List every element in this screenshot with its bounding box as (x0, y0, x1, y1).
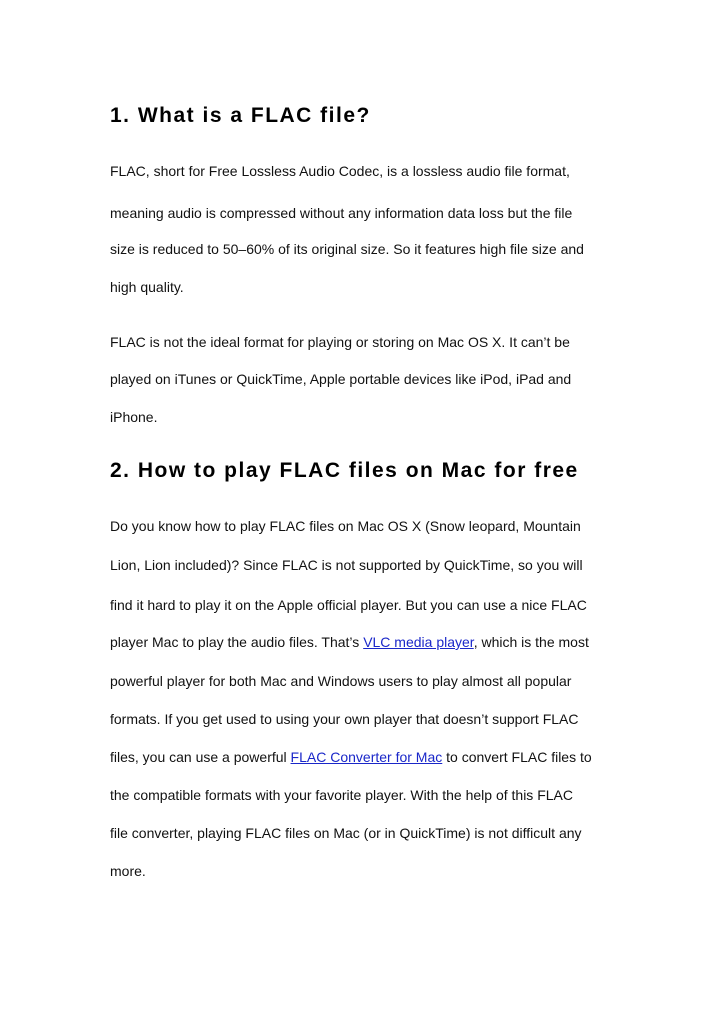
paragraph-line-with-link (110, 748, 592, 766)
paragraph-line: the compatible formats with your favorite player. With the help of this FLAC (110, 787, 573, 803)
flac-converter-link[interactable]: FLAC Converter for Mac (290, 749, 443, 765)
paragraph-line: powerful player for both Mac and Windows users to play almost all popular (110, 673, 572, 689)
paragraph-line: played on iTunes or QuickTime, Apple portable devices like iPod, iPad and (110, 371, 572, 387)
paragraph-line: iPhone. (110, 409, 158, 425)
paragraph-line: formats. If you get used to using your own player that doesn’t support FLAC (110, 711, 579, 727)
section-heading-what-is-flac: 1. What is a FLAC file? (110, 104, 371, 127)
paragraph-line: meaning audio is compressed without any information data loss but the file (110, 205, 573, 221)
paragraph-line: file converter, playing FLAC files on Mac (or in QuickTime) is not difficult any (110, 825, 582, 841)
paragraph-line: FLAC, short for Free Lossless Audio Codec, is a lossless audio file format, (110, 163, 570, 179)
text-segment: to convert FLAC files to (442, 749, 592, 765)
text-segment: files, you can use a powerful (110, 749, 291, 765)
paragraph-line: Do you know how to play FLAC files on Mac OS X (Snow leopard, Mountain (110, 518, 581, 534)
text-segment: player Mac to play the audio files. That’s (110, 634, 364, 650)
paragraph-line: Lion, Lion included)? Since FLAC is not supported by QuickTime, so you will (110, 557, 583, 573)
text-segment: , which is the most (473, 634, 589, 650)
section-heading-how-to-play: 2. How to play FLAC files on Mac for free (110, 459, 579, 482)
paragraph-line: size is reduced to 50–60% of its original size. So it features high file size and (110, 241, 584, 257)
paragraph-line-with-link (110, 633, 589, 651)
paragraph-line: FLAC is not the ideal format for playing or storing on Mac OS X. It can’t be (110, 334, 570, 350)
paragraph-line: find it hard to play it on the Apple official player. But you can use a nice FLAC (110, 597, 587, 613)
vlc-media-player-link[interactable]: VLC media player (363, 634, 474, 650)
paragraph-line: more. (110, 863, 146, 879)
paragraph-line: high quality. (110, 279, 184, 295)
